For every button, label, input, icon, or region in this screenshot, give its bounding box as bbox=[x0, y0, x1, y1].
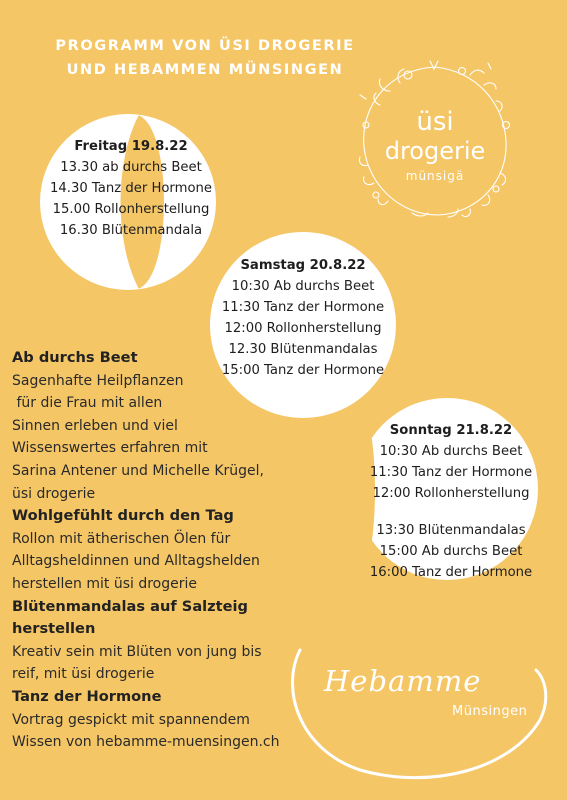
sunday-spacer bbox=[350, 504, 552, 520]
sunday-item: 16:00 Tanz der Hormone bbox=[369, 565, 533, 580]
friday-schedule bbox=[38, 136, 224, 241]
desc-line: Sagenhafte Heilpflanzen bbox=[12, 372, 184, 389]
title-line-1: PROGRAMM VON ÜSI DROGERIE bbox=[55, 38, 355, 54]
sunday-item: 11:30 Tanz der Hormone bbox=[369, 465, 533, 480]
saturday-day: Samstag 20.8.22 bbox=[240, 258, 366, 273]
desc-heading: herstellen bbox=[12, 620, 96, 638]
logo-place: münsigä bbox=[405, 169, 465, 183]
friday-item: 13.30 ab durchs Beet bbox=[60, 160, 202, 175]
desc-heading: Blütenmandalas auf Salzteig bbox=[12, 597, 248, 615]
desc-heading: Tanz der Hormone bbox=[12, 687, 162, 705]
friday-item: 16.30 Blütenmandala bbox=[59, 223, 203, 238]
desc-line: üsi drogerie bbox=[12, 485, 96, 502]
friday-item: 15.00 Rollonherstellung bbox=[52, 202, 210, 217]
sunday-item: 15:00 Ab durchs Beet bbox=[379, 544, 523, 559]
desc-line: herstellen mit üsi drogerie bbox=[12, 575, 197, 592]
desc-line: Sarina Antener und Michelle Krügel, bbox=[12, 462, 264, 479]
logo-name-1: üsi bbox=[416, 107, 454, 137]
hebamme-subtitle: Münsingen bbox=[452, 704, 528, 719]
saturday-item: 15:00 Tanz der Hormone bbox=[221, 363, 385, 378]
hebamme-swoosh-icon bbox=[240, 600, 567, 800]
title-line-2: UND HEBAMMEN MÜNSINGEN bbox=[66, 62, 344, 78]
friday-day: Freitag 19.8.22 bbox=[74, 139, 188, 154]
desc-line: Alltagsheldinnen und Alltagshelden bbox=[12, 553, 260, 570]
logo-name-2: drogerie bbox=[384, 137, 486, 165]
sunday-item: 13:30 Blütenmandalas bbox=[376, 523, 526, 538]
desc-line: Rollon mit ätherischen Ölen für bbox=[12, 530, 231, 547]
desc-line: Sinnen erleben und viel bbox=[12, 417, 178, 434]
sunday-day: Sonntag 21.8.22 bbox=[389, 423, 513, 438]
saturday-item: 12:00 Rollonherstellung bbox=[224, 321, 382, 336]
desc-line: Wissenswertes erfahren mit bbox=[12, 440, 208, 457]
sunday-item: 10:30 Ab durchs Beet bbox=[379, 444, 523, 459]
sunday-schedule bbox=[350, 420, 552, 583]
desc-line: für die Frau mit allen bbox=[12, 395, 163, 412]
saturday-item: 10:30 Ab durchs Beet bbox=[231, 279, 375, 294]
usi-drogerie-logo bbox=[350, 55, 520, 225]
desc-line: Vortrag gespickt mit spannendem bbox=[12, 711, 250, 728]
desc-heading: Wohlgefühlt durch den Tag bbox=[12, 507, 234, 525]
saturday-item: 12.30 Blütenmandalas bbox=[228, 342, 378, 357]
sunday-item: 12:00 Rollonherstellung bbox=[372, 486, 530, 501]
desc-line: Wissen von hebamme-muensingen.ch bbox=[12, 734, 280, 751]
desc-line: Kreativ sein mit Blüten von jung bis bbox=[12, 643, 262, 660]
hebamme-title: Hebamme bbox=[324, 664, 482, 698]
desc-heading: Ab durchs Beet bbox=[12, 349, 138, 366]
desc-line: reif, mit üsi drogerie bbox=[12, 666, 155, 683]
page-title bbox=[0, 34, 410, 82]
saturday-item: 11:30 Tanz der Hormone bbox=[221, 300, 385, 315]
friday-item: 14.30 Tanz der Hormone bbox=[49, 181, 213, 196]
